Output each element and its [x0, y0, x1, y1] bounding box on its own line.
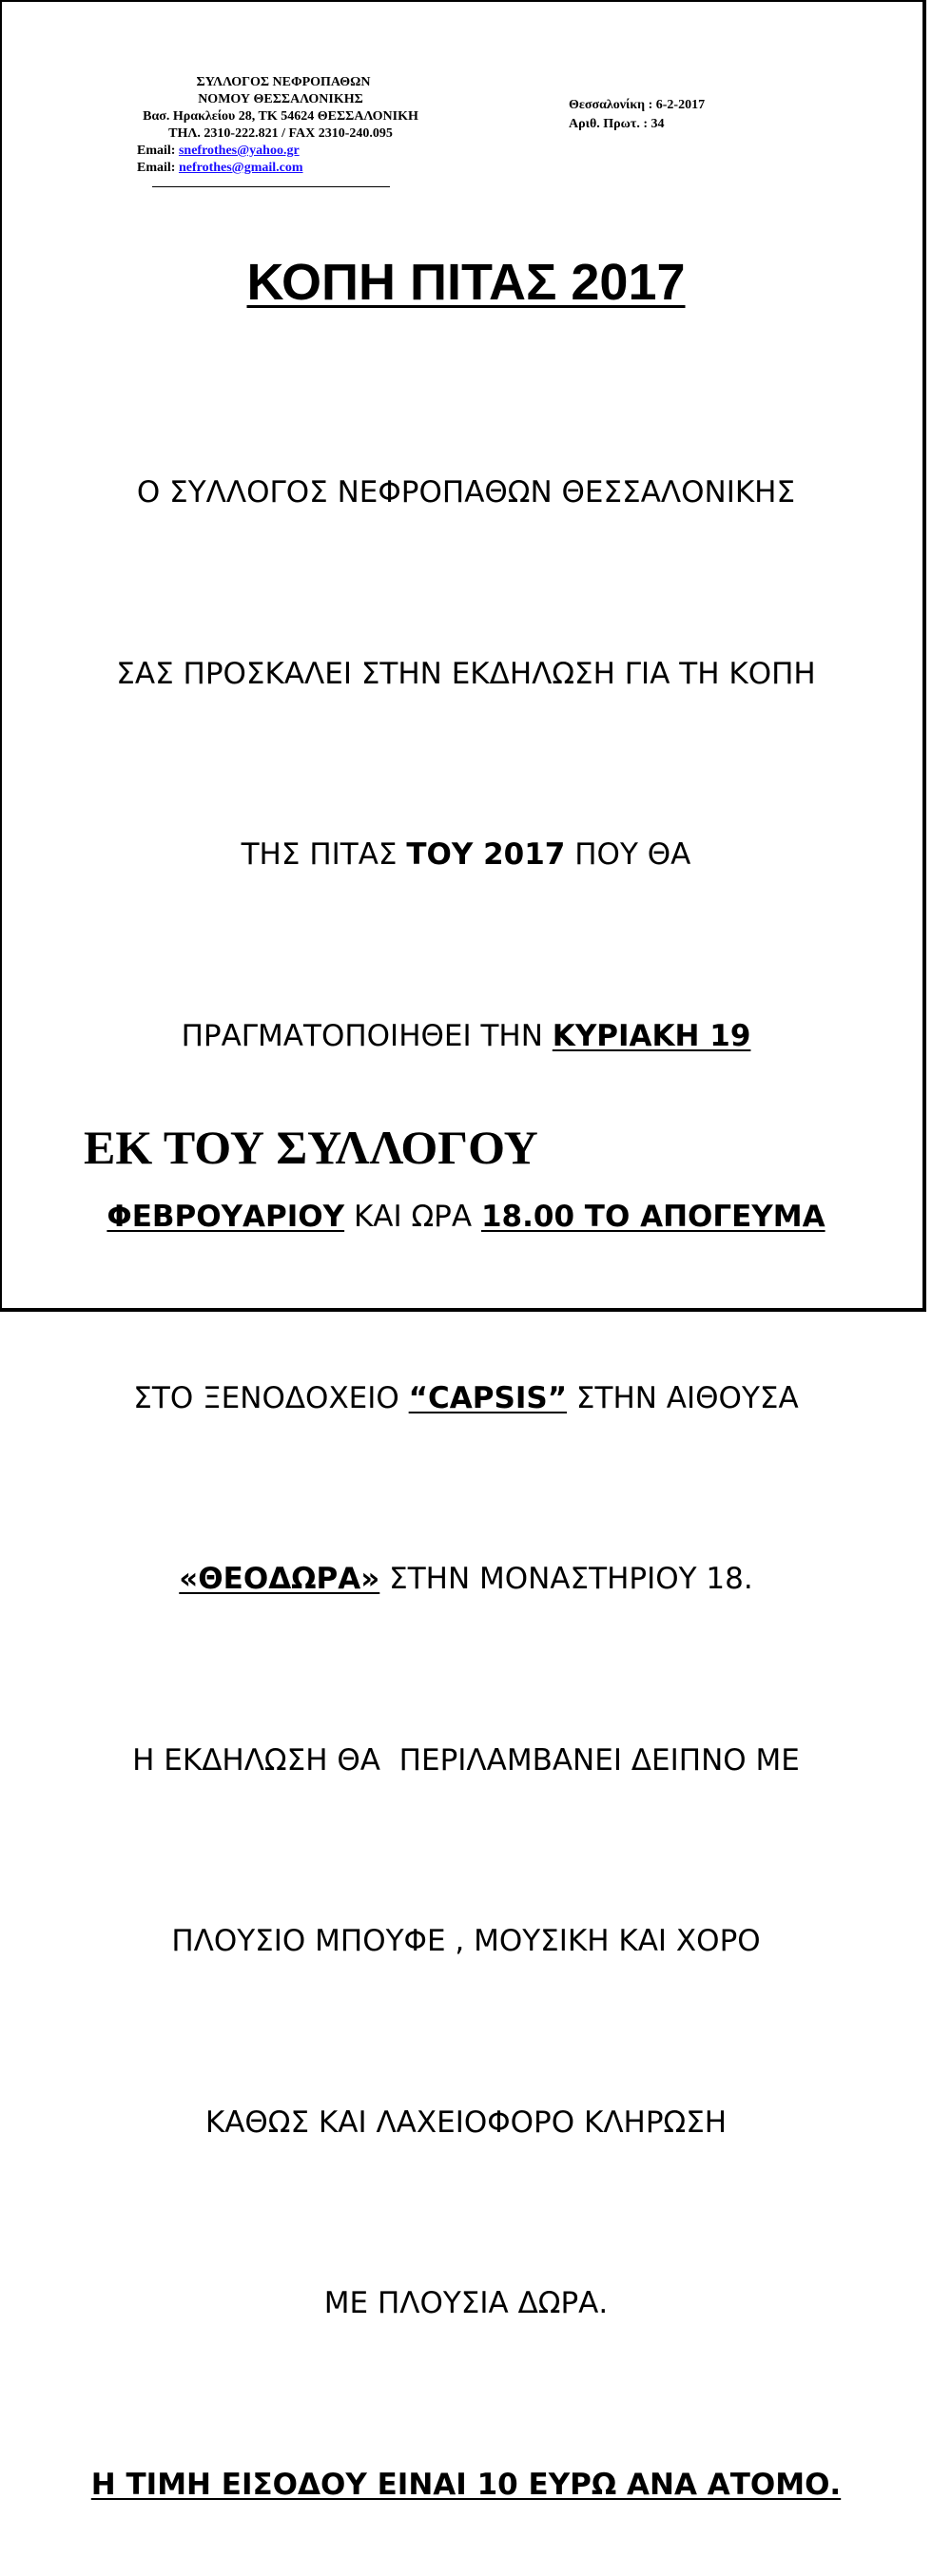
- text: ΣΤΗΝ ΜΟΝΑΣΤΗΡΙΟΥ 18.: [379, 1562, 753, 1596]
- body-line: ΣΑΣ ΠΡΟΣΚΑΛΕΙ ΣΤΗΝ ΕΚΔΗΛΩΣΗ ΓΙΑ ΤΗ ΚΟΠΗ: [116, 656, 816, 691]
- text: ΠΟΥ ΘΑ: [565, 837, 691, 872]
- body-line: ΠΛΟΥΣΙΟ ΜΠΟΥΦΕ , ΜΟΥΣΙΚΗ ΚΑΙ ΧΟΡΟ: [171, 1924, 761, 1958]
- body-line: [0, 1369, 932, 1430]
- email-label: Email:: [137, 144, 179, 158]
- org-phone: ΤΗΛ. 2310-222.821 / FAX 2310-240.095: [168, 126, 393, 141]
- body-line: [0, 1007, 932, 1067]
- email-row-1: [95, 143, 466, 160]
- body-line: Η ΕΚΔΗΛΩΣΗ ΘΑ ΠΕΡΙΛΑΜΒΑΝΕΙ ΔΕΙΠΝΟ ΜΕ: [132, 1742, 800, 1778]
- org-address: Βασ. Ηρακλείου 28, ΤΚ 54624 ΘΕΣΣΑΛΟΝΙΚΗ: [143, 109, 418, 124]
- event-day: ΚΥΡΙΑΚΗ 19: [552, 1018, 751, 1053]
- text: ΠΡΑΓΜΑΤΟΠΟΙΗΘΕΙ ΤΗΝ: [181, 1018, 553, 1053]
- year-emphasis: ΤΟΥ 2017: [406, 837, 566, 872]
- body-line: [0, 825, 932, 886]
- body-line: ΜΕ ΠΛΟΥΣΙΑ ΔΩΡΑ.: [323, 2286, 609, 2320]
- event-time: 18.00 ΤΟ ΑΠΟΓΕΥΜΑ: [480, 1200, 825, 1234]
- protocol-number: Αριθ. Πρωτ. : 34: [569, 117, 665, 131]
- org-name: ΣΥΛΛΟΓΟΣ ΝΕΦΡΟΠΑΘΩΝ: [196, 75, 371, 89]
- signature: ΕΚ ΤΟΥ ΣΥΛΛΟΓΟΥ: [84, 1121, 538, 1174]
- body-line: ΚΑΘΩΣ ΚΑΙ ΛΑΧΕΙΟΦΟΡΟ ΚΛΗΡΩΣΗ: [204, 2105, 728, 2140]
- text: ΚΑΙ ΩΡΑ: [344, 1200, 481, 1234]
- letterhead-divider: [152, 186, 390, 187]
- body-line: Ο ΣΥΛΛΟΓΟΣ ΝΕΦΡΟΠΑΘΩΝ ΘΕΣΣΑΛΟΝΙΚΗΣ: [136, 475, 796, 509]
- date-block: [569, 96, 705, 134]
- event-month: ΦΕΒΡΟΥΑΡΙΟΥ: [107, 1200, 345, 1234]
- email-label: Email:: [137, 161, 179, 175]
- entry-price: Η ΤΙΜΗ ΕΙΣΟΔΟΥ ΕΙΝΑΙ 10 ΕΥΡΩ ΑΝΑ ΑΤΟΜΟ.: [90, 2467, 842, 2502]
- title-text: ΚΟΠΗ ΠΙΤΑΣ 2017: [246, 254, 686, 311]
- invitation-body: [0, 342, 932, 2576]
- text: ΣΤΟ ΞΕΝΟΔΟΧΕΙΟ: [133, 1380, 409, 1415]
- hotel-name: “CAPSIS”: [408, 1380, 568, 1415]
- body-line: [0, 1187, 932, 1248]
- org-region: ΝΟΜΟΥ ΘΕΣΣΑΛΟΝΙΚΗΣ: [198, 92, 363, 106]
- text: ΣΤΗΝ ΑΙΘΟΥΣΑ: [567, 1380, 799, 1415]
- text: ΤΗΣ ΠΙΤΑΣ: [241, 837, 407, 872]
- email-row-2: [95, 160, 466, 177]
- email-link-yahoo[interactable]: snefrothes@yahoo.gr: [178, 144, 300, 158]
- document-title: [0, 249, 932, 316]
- hall-name: «ΘΕΟΔΩΡΑ»: [179, 1562, 380, 1596]
- body-line: [0, 1549, 932, 1610]
- document-date: Θεσσαλονίκη : 6-2-2017: [569, 98, 706, 112]
- email-link-gmail[interactable]: nefrothes@gmail.com: [178, 161, 303, 175]
- letterhead: [95, 74, 466, 187]
